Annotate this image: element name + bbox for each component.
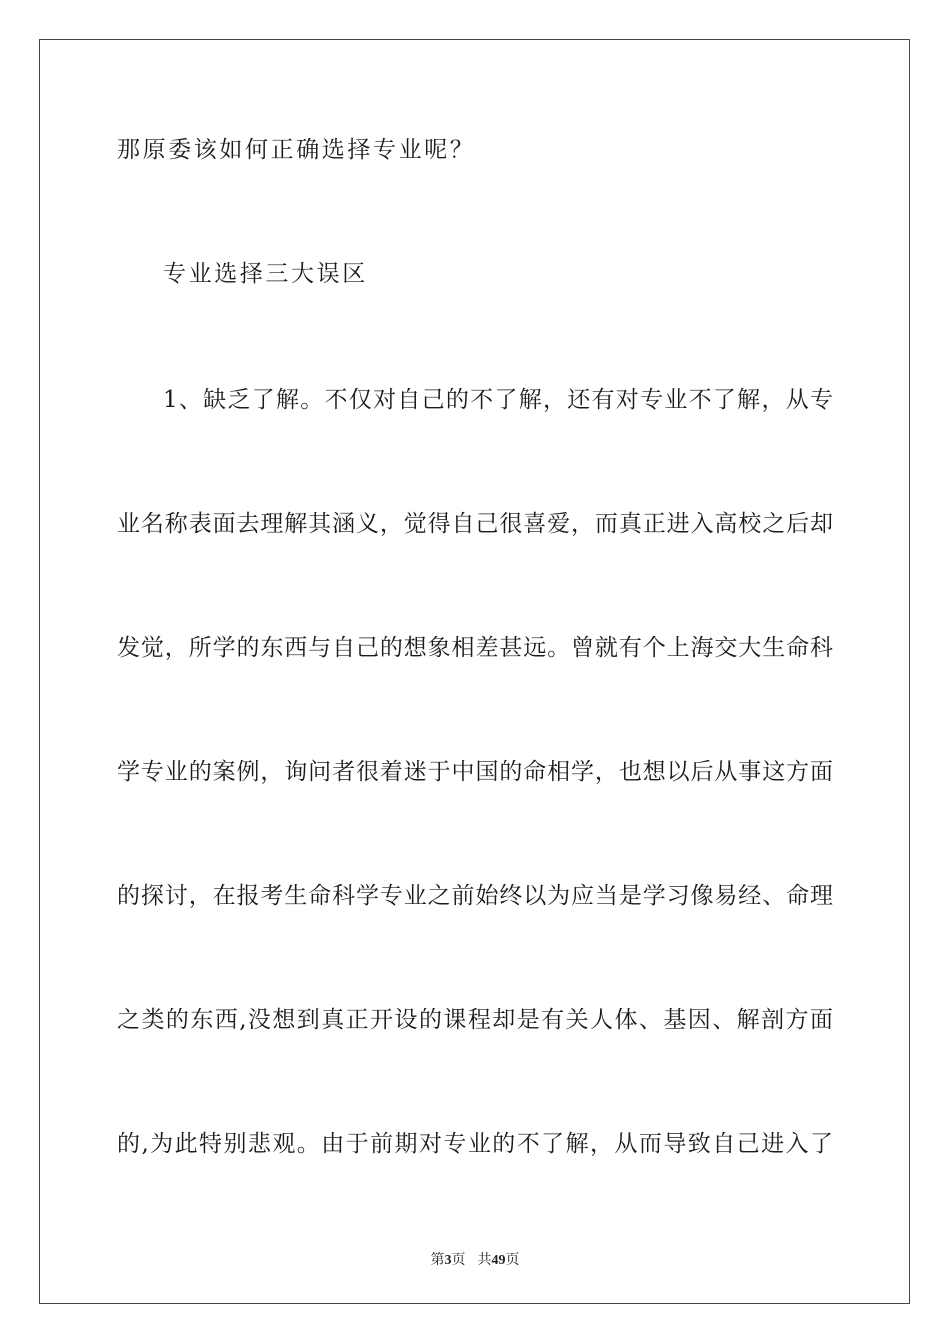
footer-total-suffix: 页 xyxy=(505,1253,520,1268)
paragraph-line: 业名称表面去理解其涵义，觉得自己很喜爱，而真正进入高校之后却 xyxy=(117,511,833,537)
paragraph-line: 的探讨，在报考生命科学专业之前始终以为应当是学习像易经、命理 xyxy=(117,883,833,909)
paragraph-line: 1、缺乏了解。不仅对自己的不了解，还有对专业不了解，从专 xyxy=(163,387,833,413)
page-footer xyxy=(0,1249,950,1269)
footer-page-prefix: 第 xyxy=(430,1253,445,1268)
footer-total-pages: 49 xyxy=(491,1253,506,1268)
footer-page-suffix: 页 xyxy=(451,1253,466,1268)
paragraph-line: 的,为此特别悲观。由于前期对专业的不了解，从而导致自己进入了 xyxy=(117,1131,833,1157)
paragraph-line: 发觉，所学的东西与自己的想象相差甚远。曾就有个上海交大生命科 xyxy=(117,635,833,661)
paragraph-line: 那原委该如何正确选择专业呢？ xyxy=(117,137,476,163)
footer-page-number: 3 xyxy=(444,1253,452,1268)
page-border xyxy=(39,39,910,1304)
footer-total-prefix: 共 xyxy=(477,1253,492,1268)
paragraph-line: 之类的东西,没想到真正开设的课程却是有关人体、基因、解剖方面 xyxy=(117,1007,833,1033)
section-heading: 专业选择三大误区 xyxy=(163,261,368,287)
paragraph-line: 学专业的案例，询问者很着迷于中国的命相学，也想以后从事这方面 xyxy=(117,759,833,785)
